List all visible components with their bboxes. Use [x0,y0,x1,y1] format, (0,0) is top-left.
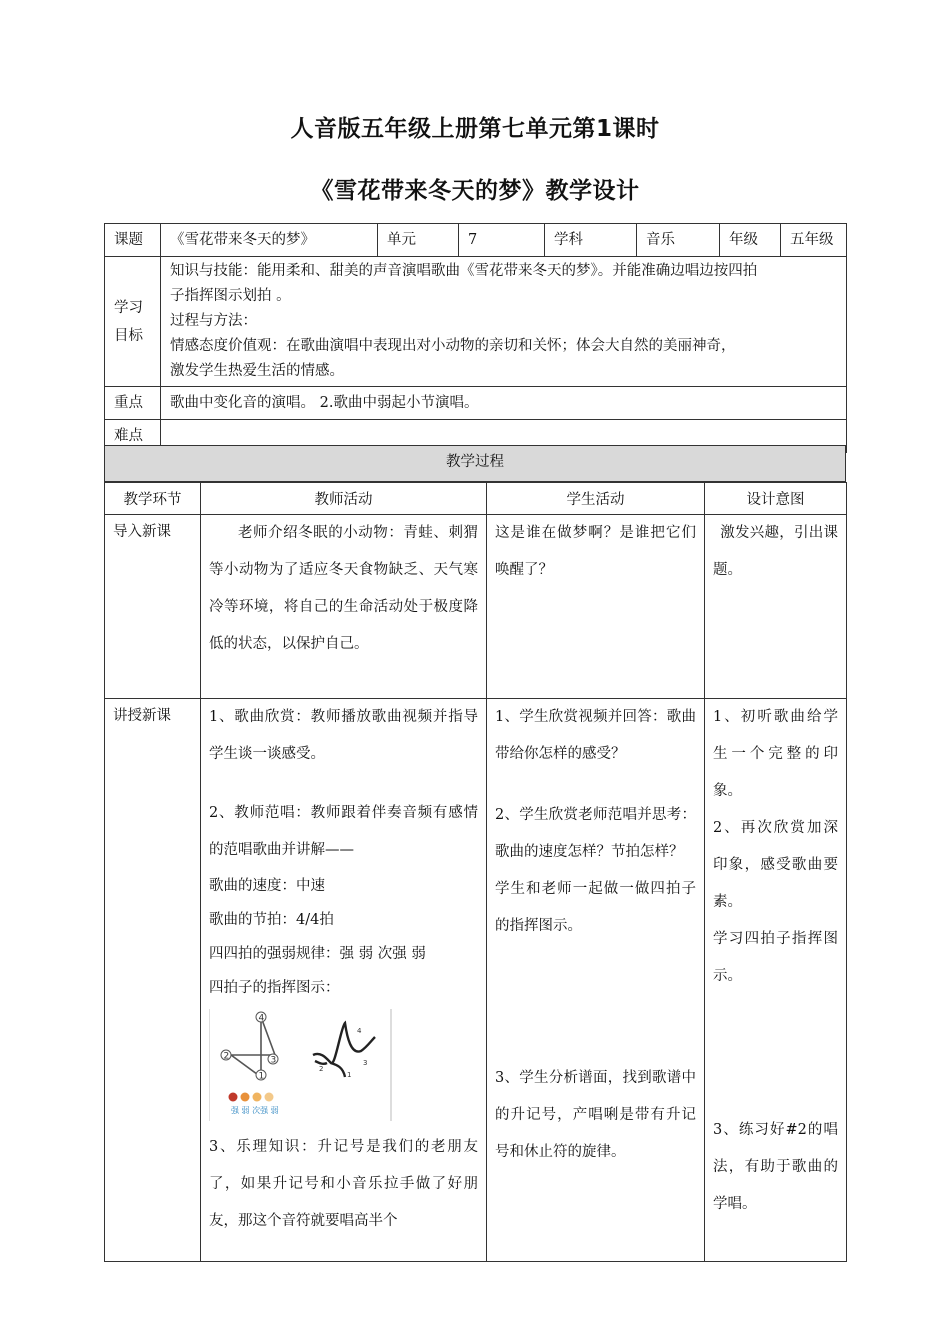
beat-number: 1 [347,1071,352,1079]
beat-path-left [231,1017,275,1077]
teacher-step-1: 1、歌曲欣赏：教师播放歌曲视频并指导学生谈一谈感受。 [209,709,478,762]
column-header: 学生活动 [487,483,705,515]
subject-value: 音乐 [637,224,720,257]
goal-line: 情感态度价值观：在歌曲演唱中表现出对小动物的亲切和关怀；体会大自然的美丽神奇， [170,338,736,354]
lesson-info-table [104,223,847,453]
goals-content [161,257,847,387]
table-row [105,515,847,699]
teacher-intro: 老师介绍冬眠的小动物：青蛙、刺猬等小动物为了适应冬天食物缺乏、天气寒冷等环境，将自己的生命活动处于极度降低的状态，以保护自己。 [209,525,478,652]
column-header: 设计意图 [705,483,847,515]
teacher-rule: 四四拍的强弱规律：强 弱 次强 弱 [209,946,426,962]
key-value: 歌曲中变化音的演唱。 2.歌曲中弱起小节演唱。 [161,387,847,420]
strength-dot [229,1093,238,1102]
document-subtitle: 《雪花带来冬天的梦》教学设计 [310,178,640,204]
stage-lesson: 讲授新课 [113,708,171,724]
teacher-step-2: 2、教师范唱：教师跟着伴奏音频有感情的范唱歌曲并讲解—— [209,805,478,858]
difficulty-label: 难点 [105,420,161,453]
goal-line: 激发学生热爱生活的情感。 [170,363,344,379]
goals-label: 学习 目标 [105,257,161,387]
beat-number: 2 [223,1051,230,1062]
goal-line: 过程与方法： [170,313,257,329]
document-title: 人音版五年级上册第七单元第1课时 [290,116,660,142]
student-step-1: 1、学生欣赏视频并回答：歌曲带给你怎样的感受？ [495,709,696,762]
beat-number: 4 [357,1027,362,1035]
intent-step-2b: 学习四拍子指挥图示。 [713,931,838,984]
table-row [105,699,847,1262]
student-step-2b: 学生和老师一起做一做四拍子的指挥图示。 [495,881,696,934]
intent-step-1: 1、初听歌曲给学生一个完整的印象。 [713,709,838,799]
beat-number: 3 [363,1059,368,1067]
teacher-diagram-label: 四拍子的指挥图示： [209,980,340,996]
unit-label: 单元 [378,224,459,257]
topic-value: 《雪花带来冬天的梦》 [161,224,378,257]
intent-intro: 激发兴趣，引出课题。 [713,525,838,578]
student-step-2: 2、学生欣赏老师范唱并思考：歌曲的速度怎样？节拍怎样？ [495,807,696,860]
beat-number: 1 [258,1071,265,1082]
teacher-step-3: 3、乐理知识：升记号是我们的老朋友了，如果升记号和小音乐拉手做了好朋友，那这个音符就要唱高半个 [209,1139,478,1229]
column-header: 教师活动 [201,483,487,515]
conducting-diagram [209,1007,478,1123]
topic-label: 课题 [105,224,161,257]
strength-caption: 强 弱 次强 弱 [231,1106,279,1115]
goal-line: 知识与技能：能用柔和、甜美的声音演唱歌曲《雪花带来冬天的梦》。并能准确边唱边按四拍 [170,263,758,279]
key-label: 重点 [105,387,161,420]
grade-value: 五年级 [781,224,847,257]
subject-label: 学科 [545,224,637,257]
intent-step-3: 3、练习好#2的唱法，有助于歌曲的学唱。 [713,1122,838,1212]
unit-value: 7 [459,224,545,257]
goal-line: 子指挥图示划拍 。 [170,288,291,304]
process-table [104,482,847,1262]
stage-intro: 导入新课 [113,524,171,540]
column-header: 教学环节 [105,483,201,515]
grade-label: 年级 [720,224,781,257]
strength-dot [253,1093,262,1102]
intent-step-2: 2、再次欣赏加深印象，感受歌曲要素。 [713,820,838,910]
strength-dot [241,1093,250,1102]
teacher-speed: 歌曲的速度：中速 [209,878,325,894]
student-step-3: 3、学生分析谱面，找到歌谱中的升记号，产唱唎是带有升记号和休止符的旋律。 [495,1070,696,1160]
process-header: 教学过程 [104,445,846,482]
conducting-diagram-image [209,1007,399,1123]
beat-number: 4 [258,1013,265,1024]
teacher-beat: 歌曲的节拍：4/4拍 [209,912,334,928]
beat-number: 3 [270,1055,277,1066]
beat-number: 2 [319,1065,324,1073]
strength-dot [265,1093,274,1102]
student-intro: 这是谁在做梦啊？是谁把它们唤醒了？ [495,525,696,578]
